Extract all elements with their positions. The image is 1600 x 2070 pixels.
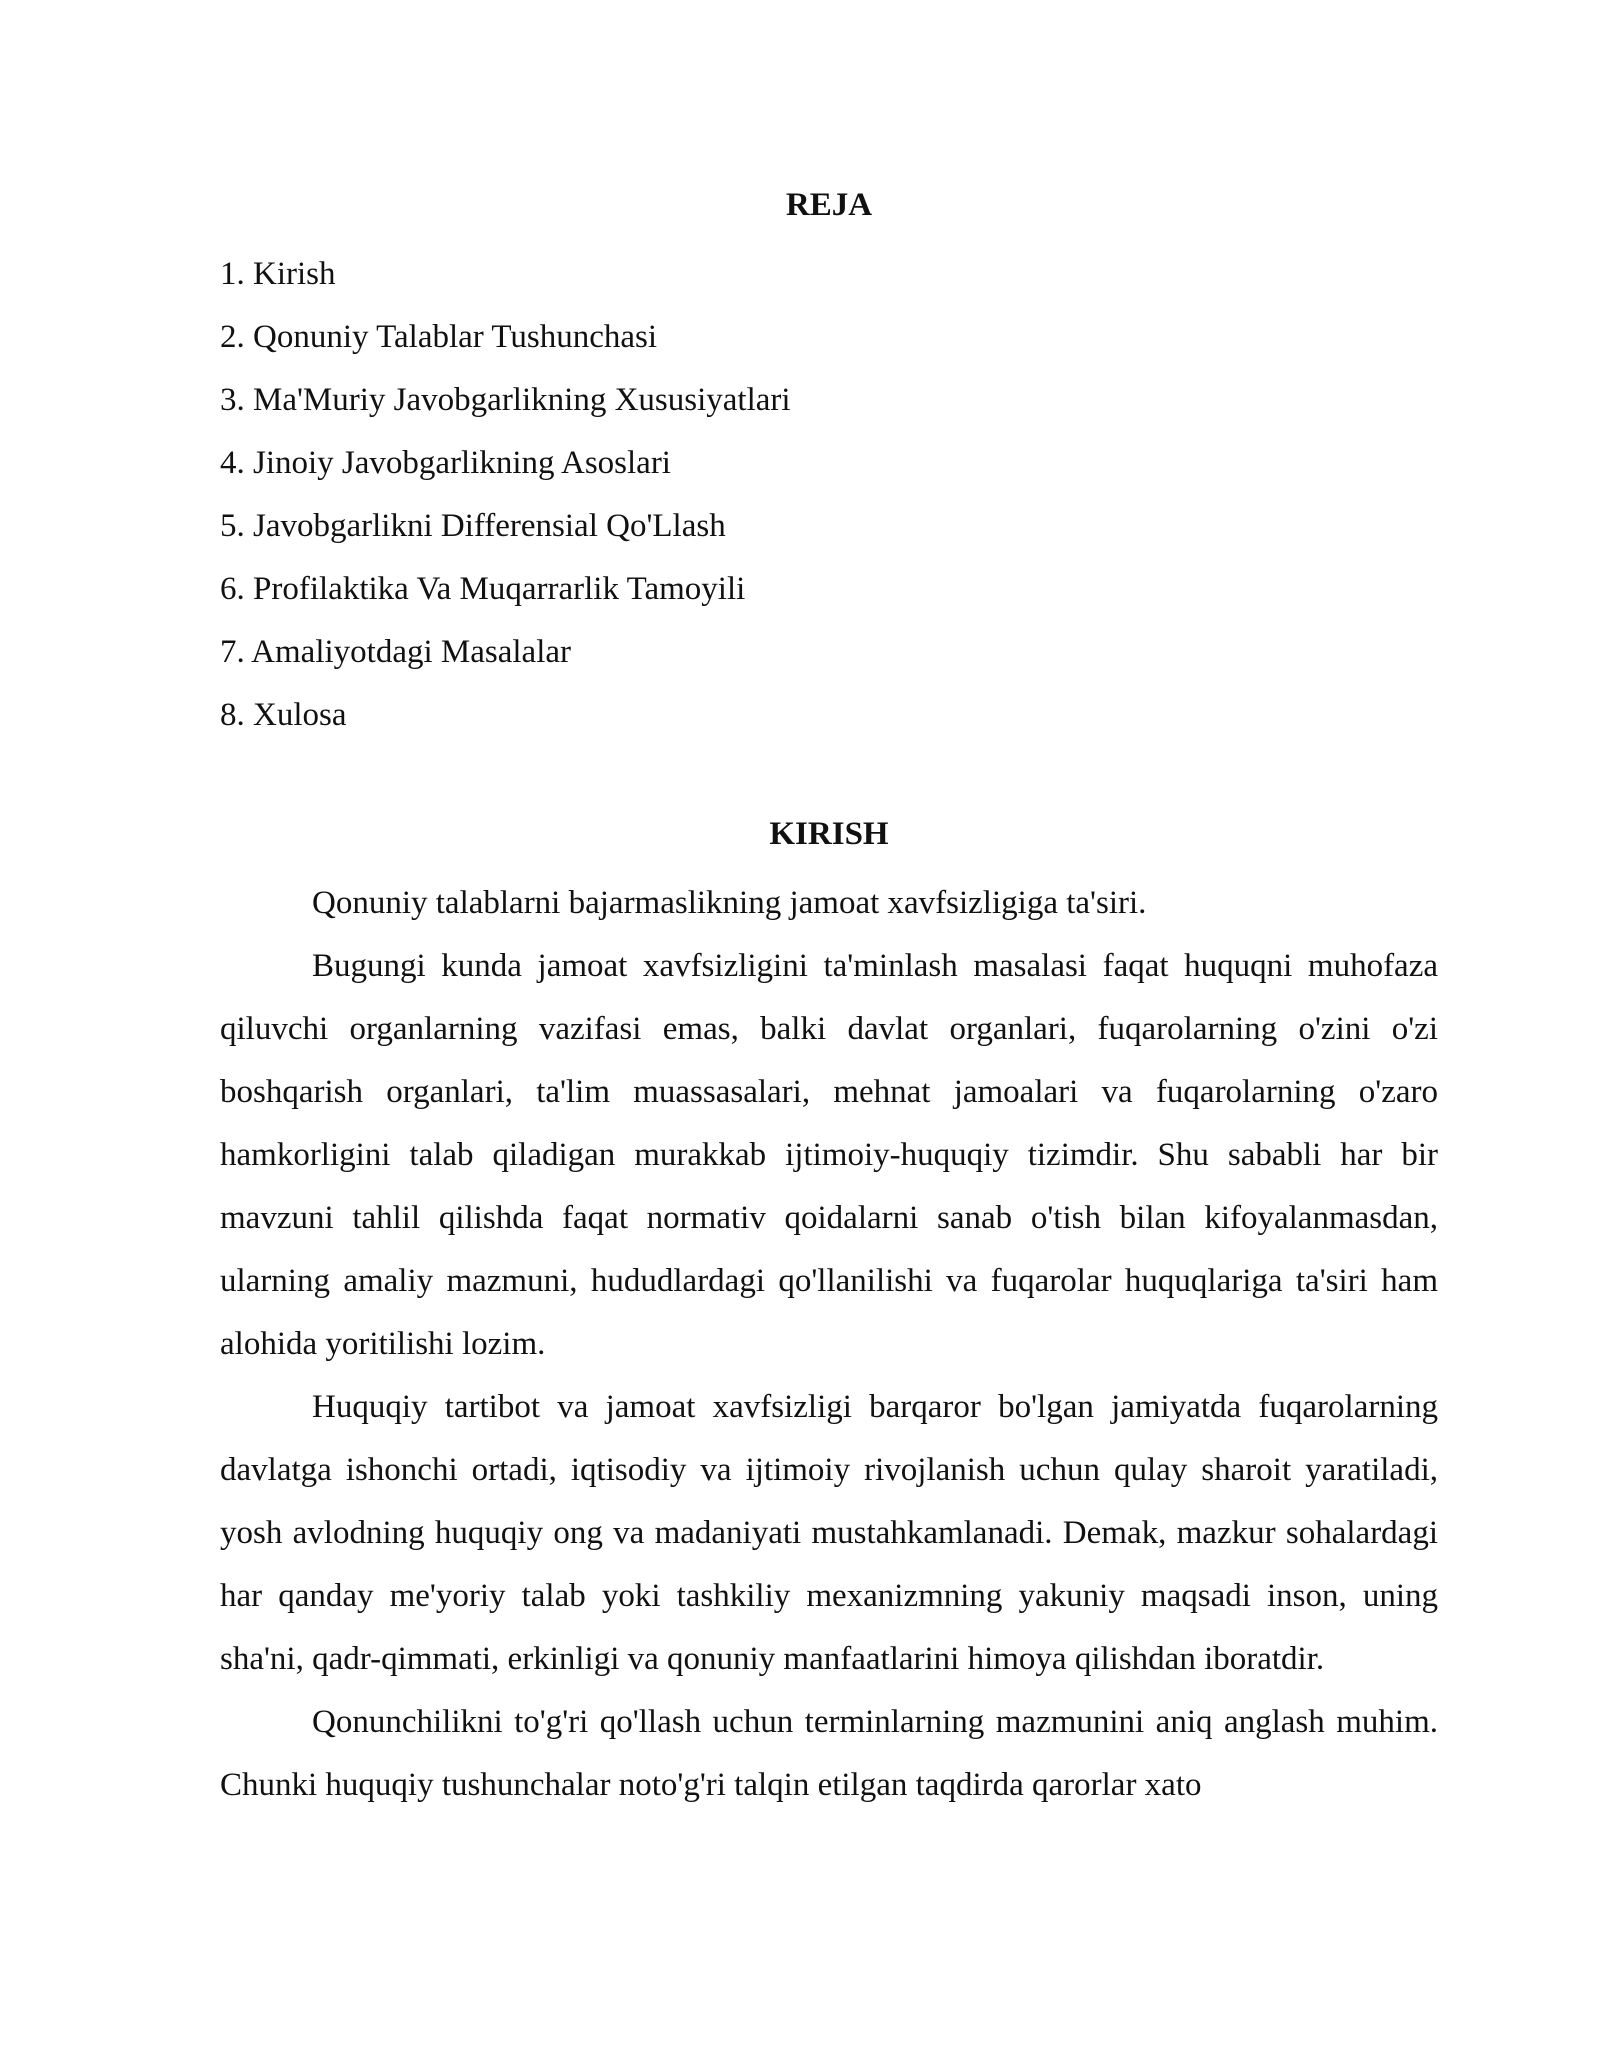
plan-heading: REJA <box>785 187 873 223</box>
plan-list <box>220 243 1438 747</box>
plan-item: 5. Javobgarlikni Differensial Qo'Llash <box>220 508 726 544</box>
intro-heading: KIRISH <box>769 816 889 852</box>
intro-paragraph: Qonunchilikni to'g'ri qo'llash uchun terminlarning mazmunini aniq anglash muhim. Chunki huquqiy tushunchalar noto'g'ri talqin etilgan taqdirda qarorlar xato <box>220 1704 1438 1803</box>
plan-item: 3. Ma'Muriy Javobgarlikning Xususiyatlari <box>220 382 791 418</box>
plan-item: 6. Profilaktika Va Muqarrarlik Tamoyili <box>220 571 746 607</box>
page-content <box>220 180 1438 1817</box>
plan-item: 2. Qonuniy Talablar Tushunchasi <box>220 319 658 355</box>
intro-body <box>220 872 1438 1817</box>
plan-item: 7. Amaliyotdagi Masalalar <box>220 634 571 670</box>
intro-paragraph: Bugungi kunda jamoat xavfsizligini ta'minlash masalasi faqat huquqni muhofaza qiluvchi organlarning vazifasi emas, balki davlat organlari, fuqarolarning o'zini o'zi boshqarish organlari, ta'lim muassasalari, mehnat jamoalari va fuqarolarning o'zaro hamkorligini talab qiladigan murakkab ijtimoiy-huquqiy tizimdir. Shu sababli har bir mavzuni tahlil qilishda faqat normativ qoidalarni sanab o'tish bilan kifoyalanmasdan, ularning amaliy mazmuni, hududlardagi qo'llanilishi va fuqarolar huquqlariga ta'siri ham alohida yoritilishi lozim. <box>220 948 1438 1362</box>
intro-paragraph: Huquqiy tartibot va jamoat xavfsizligi barqaror bo'lgan jamiyatda fuqarolarning davlatga ishonchi ortadi, iqtisodiy va ijtimoiy rivojlanish uchun qulay sharoit yaratiladi, yosh avlodning huquqiy ong va madaniyati mustahkamlanadi. Demak, mazkur sohalardagi har qanday me'yoriy talab yoki tashkiliy mexanizmning yakuniy maqsadi inson, uning sha'ni, qadr-qimmati, erkinligi va qonuniy manfaatlarini himoya qilishdan iboratdir. <box>220 1389 1438 1677</box>
plan-item: 1. Kirish <box>220 256 336 292</box>
plan-item: 4. Jinoiy Javobgarlikning Asoslari <box>220 445 671 481</box>
intro-paragraph: Qonuniy talablarni bajarmaslikning jamoat xavfsizligiga ta'siri. <box>312 885 1147 921</box>
plan-item: 8. Xulosa <box>220 697 347 733</box>
